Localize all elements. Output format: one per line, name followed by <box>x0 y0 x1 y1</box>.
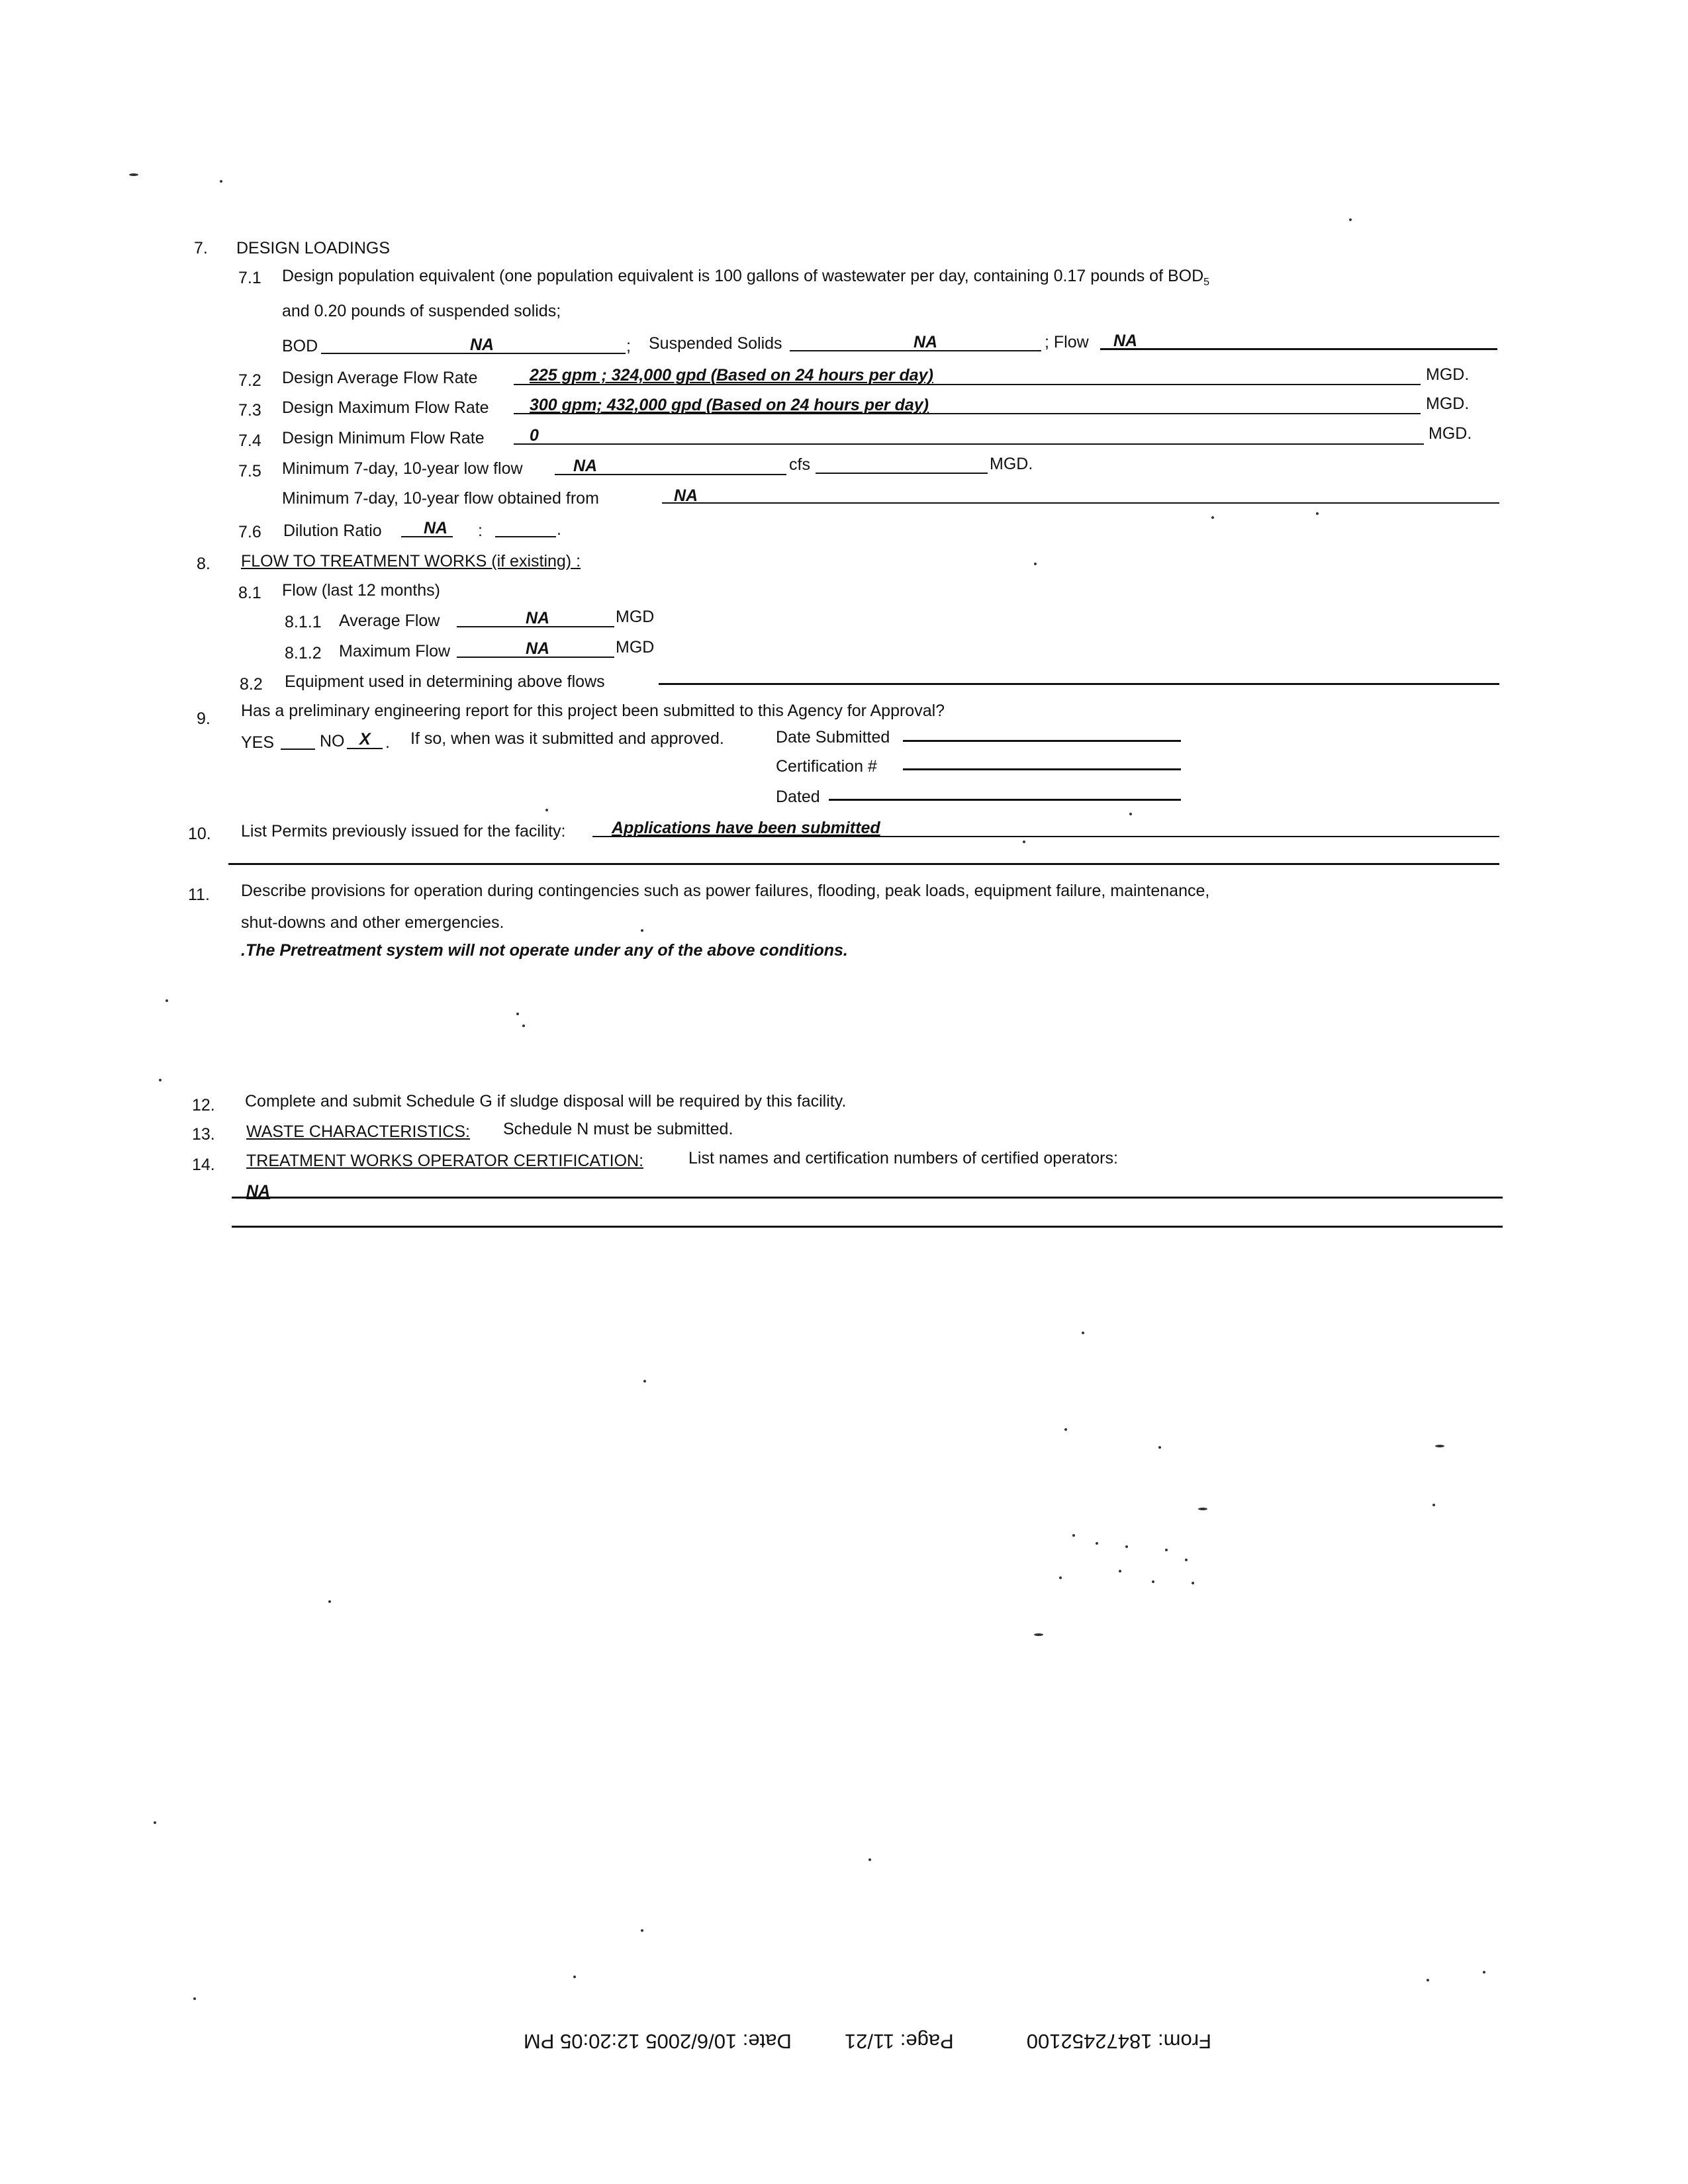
section-13-title: WASTE CHARACTERISTICS: <box>246 1122 470 1141</box>
flow-value: NA <box>1113 332 1138 350</box>
item-7-3-label: Design Maximum Flow Rate <box>282 398 489 417</box>
date-submitted-label: Date Submitted <box>776 728 890 747</box>
item-8-1-1-unit: MGD <box>616 608 655 626</box>
section-9-number: 9. <box>197 709 211 728</box>
suspended-solids-label: Suspended Solids <box>649 334 782 353</box>
item-7-4-label: Design Minimum Flow Rate <box>282 429 485 447</box>
suspended-solids-value: NA <box>914 333 938 351</box>
section-7-number: 7. <box>194 239 208 257</box>
item-7-6-separator: : <box>478 522 483 540</box>
fax-from: From: 18472452100 <box>1026 2030 1211 2053</box>
section-14-value: NA <box>246 1182 271 1201</box>
section-14-text: List names and certification numbers of certified operators: <box>688 1149 1118 1167</box>
item-7-1-text <box>282 268 1209 288</box>
section-8-title: FLOW TO TREATMENT WORKS (if existing) : <box>241 552 581 570</box>
date-submitted-underline <box>903 740 1181 742</box>
item-8-1-number: 8.1 <box>238 584 261 602</box>
yes-underline <box>281 749 315 750</box>
item-7-6-end: . <box>557 520 561 539</box>
item-7-2-value: 225 gpm ; 324,000 gpd (Based on 24 hours per day) <box>530 366 933 385</box>
item-8-1-2-unit: MGD <box>616 638 655 657</box>
if-so-text: If so, when was it submitted and approved. <box>410 729 724 748</box>
no-period: . <box>385 733 390 752</box>
item-7-5-number: 7.5 <box>238 462 261 480</box>
fax-date: Date: 10/6/2005 12:20:05 PM <box>523 2030 792 2053</box>
item-7-6-value: NA <box>424 519 448 537</box>
item-7-4-number: 7.4 <box>238 432 261 450</box>
dated-label: Dated <box>776 788 820 806</box>
certification-label: Certification # <box>776 757 877 776</box>
section-11-answer: .The Pretreatment system will not operate under any of the above conditions. <box>241 941 848 960</box>
item-8-1-1-number: 8.1.1 <box>285 613 322 631</box>
flow-label: ; Flow <box>1045 333 1089 351</box>
item-7-5-value: NA <box>573 457 598 475</box>
item-7-6-label: Dilution Ratio <box>283 522 382 540</box>
item-8-1-2-label: Maximum Flow <box>339 642 451 660</box>
item-7-1-number: 7.1 <box>238 269 261 287</box>
section-11-text-line-2: shut-downs and other emergencies. <box>241 913 504 932</box>
item-7-2-unit: MGD. <box>1426 365 1470 384</box>
item-8-1-label: Flow (last 12 months) <box>282 581 440 600</box>
item-7-4-unit: MGD. <box>1429 424 1472 443</box>
item-7-2-number: 7.2 <box>238 371 261 390</box>
section-14-number: 14. <box>192 1156 215 1174</box>
yes-label: YES <box>241 733 275 752</box>
section-14-title: TREATMENT WORKS OPERATOR CERTIFICATION: <box>246 1152 644 1170</box>
item-7-6-number: 7.6 <box>238 523 261 541</box>
item-7-4-underline <box>514 443 1424 445</box>
item-7-4-value: 0 <box>530 426 539 445</box>
item-7-5-label: Minimum 7-day, 10-year low flow <box>282 459 523 478</box>
dated-underline <box>829 799 1181 801</box>
section-9-question: Has a preliminary engineering report for this project been submitted to this Agency for Approval? <box>241 702 945 720</box>
item-8-1-2-number: 8.1.2 <box>285 644 322 662</box>
item-8-2-label: Equipment used in determining above flows <box>285 672 605 691</box>
no-value: X <box>359 730 371 749</box>
section-14-underline-1 <box>232 1197 1503 1199</box>
section-10-value: Applications have been submitted <box>612 819 880 837</box>
bod-semicolon: ; <box>626 337 631 355</box>
section-10-number: 10. <box>188 825 211 843</box>
section-10-separator <box>228 863 1499 865</box>
item-7-2-label: Design Average Flow Rate <box>282 369 478 387</box>
bod-value: NA <box>470 336 494 354</box>
item-7-5-mgd-underline <box>816 473 988 474</box>
item-8-2-number: 8.2 <box>240 675 263 694</box>
item-8-2-underline <box>659 683 1499 685</box>
section-8-number: 8. <box>197 555 211 573</box>
item-7-1-text-continued: and 0.20 pounds of suspended solids; <box>282 302 561 320</box>
section-11-text-line-1: Describe provisions for operation during contingencies such as power failures, flooding, peak loads, equipment failure, maintenance, <box>241 882 1210 900</box>
section-7-title: DESIGN LOADINGS <box>236 239 390 257</box>
item-7-1-subscript: 5 <box>1203 277 1210 288</box>
section-14-underline-2 <box>232 1226 1503 1228</box>
fax-page: Page: 11/21 <box>844 2030 954 2053</box>
section-13-number: 13. <box>192 1125 215 1144</box>
item-7-3-number: 7.3 <box>238 401 261 420</box>
item-7-3-unit: MGD. <box>1426 394 1470 413</box>
item-7-3-value: 300 gpm; 432,000 gpd (Based on 24 hours per day) <box>530 396 929 414</box>
fax-header-inverted <box>477 2025 1211 2052</box>
section-13-text: Schedule N must be submitted. <box>503 1120 733 1138</box>
item-7-5-mgd-unit: MGD. <box>990 455 1033 473</box>
item-8-1-1-label: Average Flow <box>339 612 440 630</box>
section-10-label: List Permits previously issued for the facility: <box>241 822 566 841</box>
section-11-number: 11. <box>188 886 210 904</box>
section-12-text: Complete and submit Schedule G if sludge disposal will be required by this facility. <box>245 1092 847 1111</box>
item-7-5b-value: NA <box>674 486 698 505</box>
section-12-number: 12. <box>192 1096 215 1115</box>
item-7-5-cfs-unit: cfs <box>789 455 810 474</box>
flow-underline <box>1100 348 1497 350</box>
item-7-5b-label: Minimum 7-day, 10-year flow obtained from <box>282 489 599 508</box>
item-7-1-text-main: Design population equivalent (one population equivalent is 100 gallons of wastewater per day, containing 0.17 pounds of BOD <box>282 267 1204 285</box>
item-7-5b-underline <box>662 502 1499 504</box>
certification-underline <box>903 768 1181 770</box>
bod-label: BOD <box>282 337 318 355</box>
item-7-6-underline-b <box>495 536 556 537</box>
item-8-1-2-value: NA <box>526 639 550 658</box>
item-8-1-1-value: NA <box>526 609 550 627</box>
no-label: NO <box>320 732 345 751</box>
